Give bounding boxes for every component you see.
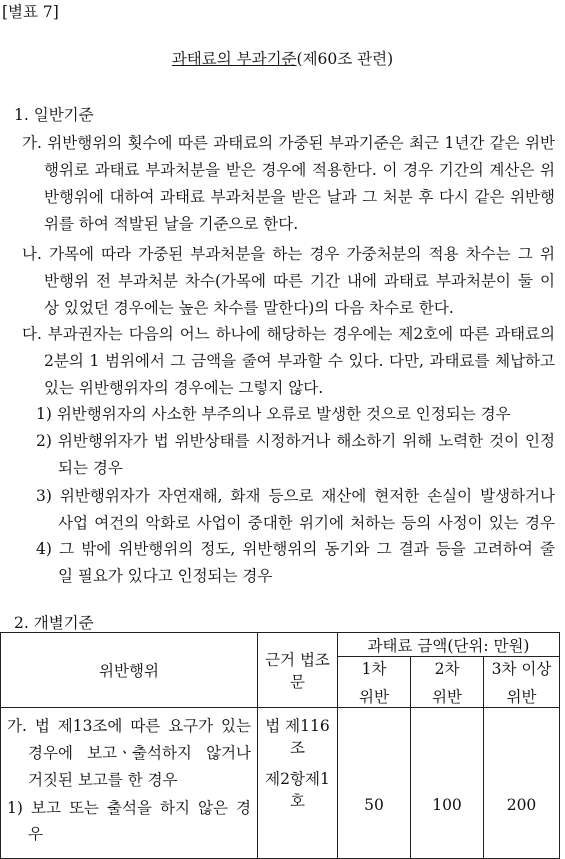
row-first-amount: 50 bbox=[338, 708, 411, 859]
item-ga-line3: 반행위에 대하여 과태료 부과처분을 받은 날과 그 처분 후 다시 같은 위반행 bbox=[44, 188, 555, 206]
row-violation-line2: 경우에 보고ㆍ출석하지 않거나 bbox=[28, 744, 251, 762]
section2-heading: 2. 개별기준 bbox=[14, 614, 94, 632]
row-basis-cell bbox=[258, 708, 338, 859]
header-third: 3차 이상 위반 bbox=[484, 657, 560, 708]
item-na-line1: 나. 가목에 따라 가중된 부과처분을 하는 경우 가중처분의 적용 차수는 그 위 bbox=[22, 245, 555, 263]
header-amount-group: 과태료 금액(단위: 만원) bbox=[338, 633, 560, 657]
row-third-amount: 200 bbox=[484, 708, 560, 859]
row-basis-line2: 제2항제1호 bbox=[265, 770, 330, 810]
row-violation-line1: 가. 법 제13조에 따른 요구가 있는 bbox=[7, 717, 251, 735]
subitem-3-line1: 3) 위반행위자가 자연재해, 화재 등으로 재산에 현저한 손실이 발생하거나 bbox=[36, 487, 555, 505]
item-ga-line4: 위를 하여 적발된 날을 기준으로 한다. bbox=[44, 215, 299, 233]
title-main: 과태료의 부과기준 bbox=[171, 50, 297, 68]
row-basis-line1: 법 제116조 bbox=[265, 717, 330, 757]
section1-heading: 1. 일반기준 bbox=[14, 106, 94, 124]
row-violation-line3: 거짓된 보고를 한 경우 bbox=[28, 771, 178, 789]
header-second: 2차 위반 bbox=[411, 657, 484, 708]
subitem-4-line1: 4) 그 밖에 위반행위의 정도, 위반행위의 동기와 그 결과 등을 고려하여 줄 bbox=[36, 540, 555, 558]
header-first: 1차 위반 bbox=[338, 657, 411, 708]
subitem-3-line2: 사업 여건의 악화로 사업이 중대한 위기에 처하는 등의 사정이 있는 경우 bbox=[58, 514, 555, 532]
item-ga-line2: 행위로 과태료 부과처분을 받은 경우에 적용한다. 이 경우 기간의 계산은 위 bbox=[44, 161, 555, 179]
subitem-4-line2: 일 필요가 있다고 인정되는 경우 bbox=[58, 567, 273, 585]
subitem-1-line1: 1) 위반행위자의 사소한 부주의나 오류로 발생한 것으로 인정되는 경우 bbox=[36, 405, 511, 423]
annex-label: [별표 7] bbox=[2, 3, 59, 21]
title-paren: (제60조 관련) bbox=[296, 50, 394, 68]
item-na-line3: 상 있었던 경우에는 높은 차수를 말한다)의 다음 차수로 한다. bbox=[44, 299, 454, 317]
subitem-2-line1: 2) 위반행위자가 법 위반상태를 시정하거나 해소하기 위해 노력한 것이 인정 bbox=[36, 432, 555, 450]
row-violation-line5: 우 bbox=[28, 825, 43, 843]
row-violation-line4: 1) 보고 또는 출석을 하지 않은 경 bbox=[7, 799, 251, 817]
page-title bbox=[0, 47, 565, 69]
row-second-amount: 100 bbox=[411, 708, 484, 859]
row-violation-cell bbox=[1, 708, 258, 859]
item-ga-line1: 가. 위반행위의 횟수에 따른 과태료의 가중된 부과기준은 최근 1년간 같은 위반 bbox=[22, 134, 555, 152]
item-da-line3: 있는 위반행위자의 경우에는 그렇지 않다. bbox=[44, 379, 324, 397]
subitem-2-line2: 되는 경우 bbox=[58, 459, 123, 477]
header-violation: 위반행위 bbox=[1, 633, 258, 708]
header-basis: 근거 법조문 bbox=[258, 633, 338, 708]
item-da-line2: 2분의 1 범위에서 그 금액을 줄여 부과할 수 있다. 다만, 과태료를 체납하고 bbox=[44, 352, 555, 370]
penalty-table bbox=[0, 632, 560, 859]
item-na-line2: 반행위 전 부과처분 차수(가목에 따른 기간 내에 과태료 부과처분이 둘 이 bbox=[44, 272, 555, 290]
item-da-line1: 다. 부과권자는 다음의 어느 하나에 해당하는 경우에는 제2호에 따른 과태료의 bbox=[22, 325, 555, 343]
